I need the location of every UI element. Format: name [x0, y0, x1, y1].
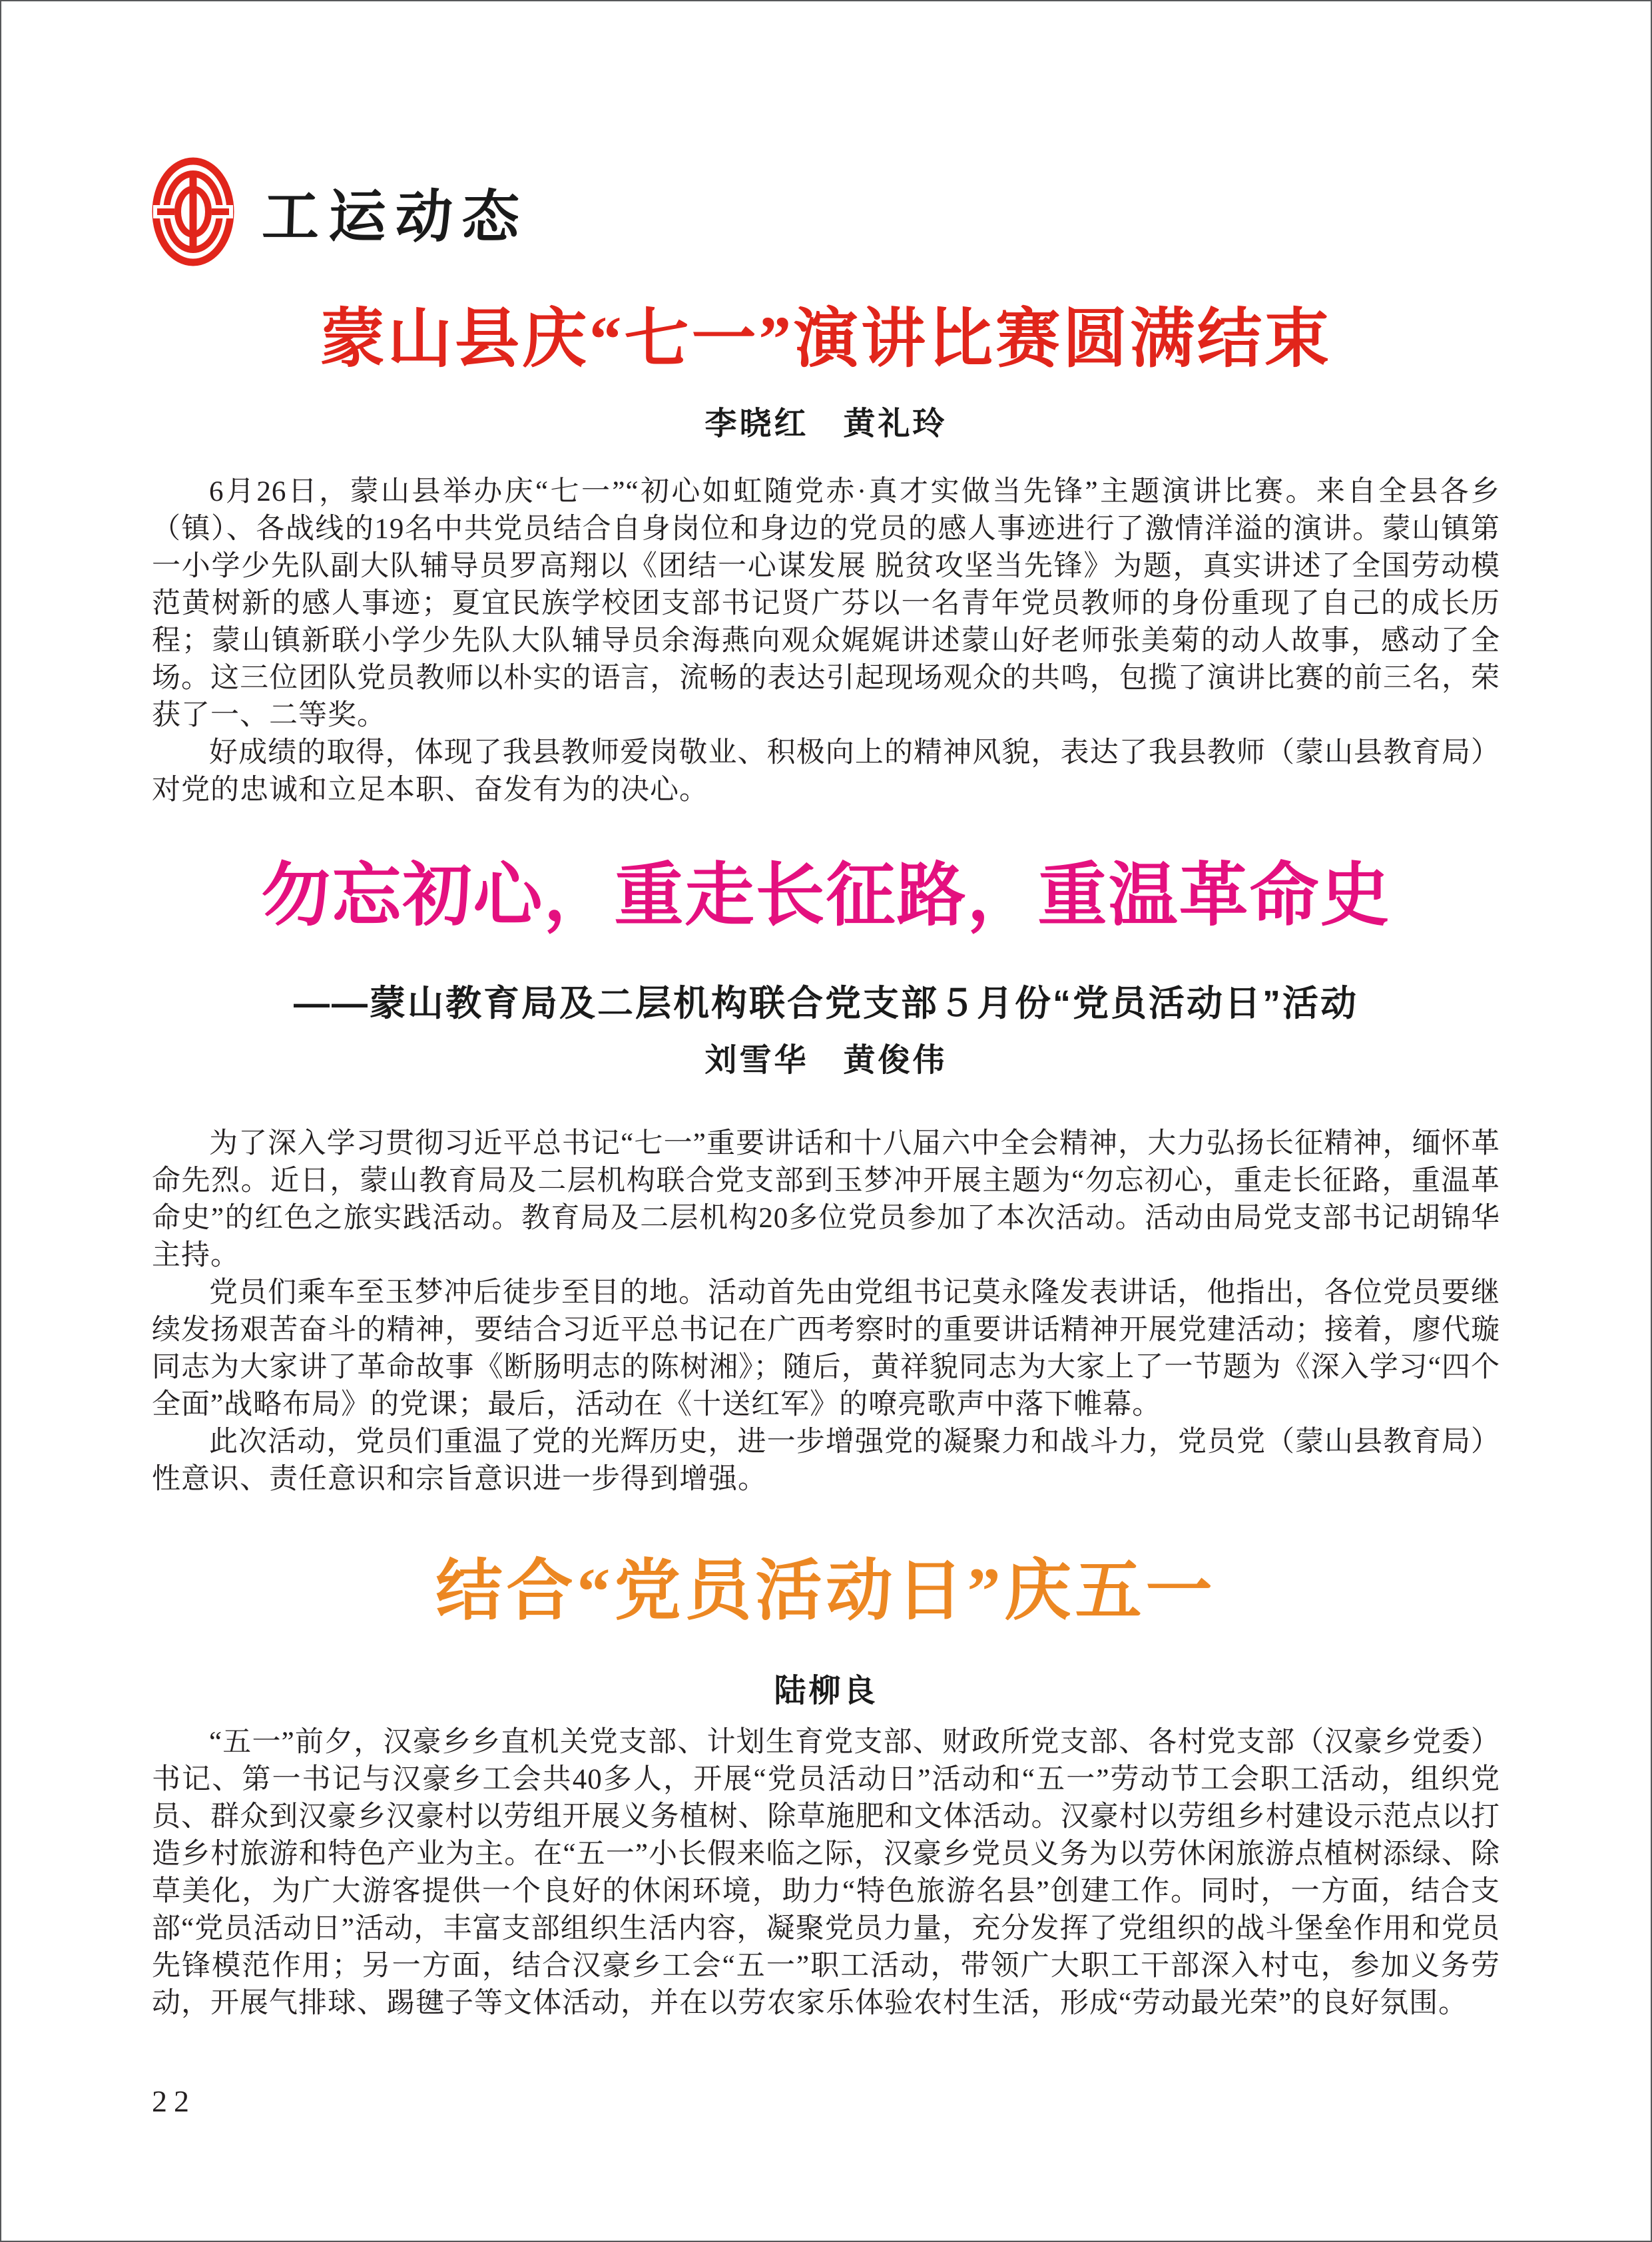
article1-authors: 李晓红 黄礼玲 — [704, 406, 948, 441]
article2-paragraph-last — [152, 1424, 1500, 1498]
article1-paragraph-text: 好成绩的取得，体现了我县教师爱岗敬业、积极向上的精神风貌，表达了我县教师对党的忠诚和立足本职、奋发有为的决心。 — [152, 736, 1266, 806]
article3-paragraph-text: “五一”前夕，汉豪乡乡直机关党支部、计划生育党支部、财政所党支部、各村党支部书记、第一书记与汉豪乡工会共40多人，开展“党员活动日”活动和“五一”劳动节工会职工活动，组织党员、群众到汉豪乡汉豪村以劳组开展义务植树、除草施肥和文体活动。汉豪村以劳组乡村建设示范点以打造乡村旅游和特色产业为主。在“五一”小长假来临之际，汉豪乡党员义务为以劳休闲旅游点植树添绿、除草美化，为广大游客提供一个良好的休闲环境，助力“特色旅游名县”创建工作。同时，一方面，结合支部“党员活动日”活动，丰富支部组织生活内容，凝聚党员力量，充分发挥了党组织的战斗堡垒作用和党员先锋模范作用；另一方面，结合汉豪乡工会“五一”职工活动，带领广大职工干部深入村屯，参加义务劳动，开展气排球、踢毽子等文体活动，并在以劳农家乐体验农村生活，形成“劳动最光荣”的良好氛围。 — [152, 1727, 1500, 2020]
article3-paragraph-last — [152, 1724, 1500, 2022]
article2-authors: 刘雪华 黄俊伟 — [704, 1043, 948, 1079]
masthead — [152, 157, 1500, 266]
page-content — [1, 157, 1651, 2242]
article1-paragraph: 6月26日，蒙山县举办庆“七一”“初心如虹随党赤·真才实做当先锋”主题演讲比赛。来自全县各乡（镇）、各战线的19名中共党员结合自身岗位和身边的党员的感人事迹进行了激情洋溢的演讲。蒙山镇第一小学少先队副大队辅导员罗高翔以《团结一心谋发展 脱贫攻坚当先锋》为题，真实讲述了全国劳动模范黄树新的感人事迹；夏宜民族学校团支部书记贤广芬以一名青年党员教师的身份重现了自己的成长历程；蒙山镇新联小学少先队大队辅导员余海燕向观众娓娓讲述蒙山好老师张美菊的动人故事，感动了全场。这三位团队党员教师以朴实的语言，流畅的表达引起现场观众的共鸣，包揽了演讲比赛的前三名，荣获了一、二等奖。 — [152, 475, 1500, 731]
page-number: 22 — [152, 2084, 196, 2119]
article2-subtitle: ——蒙山教育局及二层机构联合党支部５月份“党员活动日”活动 — [294, 983, 1358, 1024]
article3-authors: 陆柳良 — [774, 1673, 878, 1709]
article1-paragraph-last — [152, 734, 1500, 809]
article3-title: 结合“党员活动日”庆五一 — [435, 1554, 1217, 1629]
article1-attribution: （蒙山县教育局） — [1266, 736, 1500, 768]
article1-body — [152, 473, 1500, 809]
union-emblem-icon — [152, 157, 234, 266]
article1-title: 蒙山县庆“七一”演讲比赛圆满结束 — [320, 304, 1332, 375]
article3-body — [152, 1724, 1500, 2022]
article2-paragraph: 党员们乘车至玉梦冲后徒步至目的地。活动首先由党组书记莫永隆发表讲话，他指出，各位党员要继续发扬艰苦奋斗的精神，要结合习近平总书记在广西考察时的重要讲话精神开展党建活动；接着，廖代璇同志为大家讲了革命故事《断肠明志的陈树湘》；随后，黄祥貌同志为大家上了一节题为《深入学习“四个全面”战略布局》的党课；最后，活动在《十送红军》的嘹亮歌声中落下帷幕。 — [152, 1277, 1500, 1421]
article2-paragraph-text: 此次活动，党员们重温了党的光辉历史，进一步增强党的凝聚力和战斗力，党员党性意识、责任意识和宗旨意识进一步得到增强。 — [152, 1426, 1266, 1496]
article3-attribution: （汉豪乡党委） — [1295, 1727, 1500, 1759]
article2-paragraph: 为了深入学习贯彻习近平总书记“七一”重要讲话和十八届六中全会精神，大力弘扬长征精神，缅怀革命先烈。近日，蒙山教育局及二层机构联合党支部到玉梦冲开展主题为“勿忘初心，重走长征路，重温革命史”的红色之旅实践活动。教育局及二层机构20多位党员参加了本次活动。活动由局党支部书记胡锦华主持。 — [152, 1128, 1500, 1272]
article2-body — [152, 1125, 1500, 1498]
masthead-title: 工运动态 — [261, 185, 530, 249]
article2-title: 勿忘初心，重走长征路，重温革命史 — [261, 857, 1391, 934]
article2-attribution: （蒙山县教育局） — [1266, 1426, 1500, 1458]
